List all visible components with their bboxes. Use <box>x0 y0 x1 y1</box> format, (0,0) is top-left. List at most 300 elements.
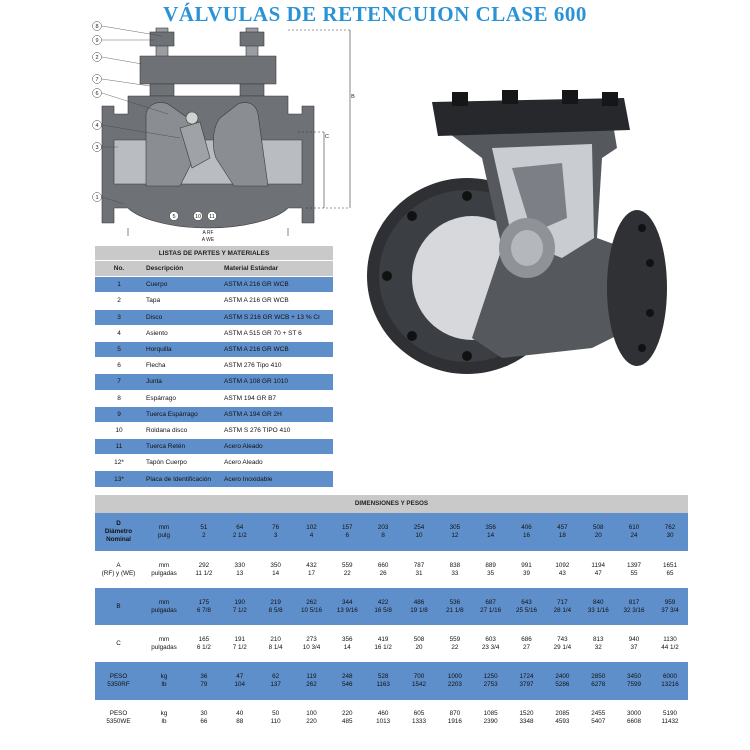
dims-cell-primary: 1397 <box>627 561 642 569</box>
dims-cell <box>544 662 580 700</box>
dims-cell-primary: 2085 <box>555 709 570 717</box>
dims-cell <box>580 551 616 588</box>
dims-cell-secondary: 6 1/2 <box>196 643 211 651</box>
dims-cell <box>294 625 330 662</box>
parts-table-caption: LISTAS DE PARTES Y MATERIALES <box>95 246 333 261</box>
part-description: Flecha <box>143 358 221 374</box>
callout-8: 8 <box>95 24 99 30</box>
dims-cell-primary: 762 <box>664 524 676 531</box>
dims-cell-secondary: 262 <box>306 681 317 688</box>
dims-cell <box>365 513 401 551</box>
dims-row-label <box>95 625 142 662</box>
dims-cell <box>329 700 365 735</box>
dims-cell <box>401 551 437 588</box>
dims-cell-secondary: 19 1/8 <box>410 606 428 614</box>
callout-2: 2 <box>95 55 99 61</box>
dims-cell <box>509 551 545 588</box>
dims-cell-secondary: 22 <box>343 569 351 577</box>
dims-cell-primary: 203 <box>377 524 389 531</box>
dims-cell-primary: 717 <box>557 598 568 606</box>
dims-cell-primary: 40 <box>236 709 244 717</box>
dims-cell-secondary: 10 5/16 <box>300 606 322 614</box>
dims-unit-line: mm <box>158 598 170 606</box>
dims-cell-secondary: 2 <box>202 532 206 539</box>
dims-cell-primary: 273 <box>306 635 317 643</box>
dims-cell-primary: 6000 <box>662 673 677 680</box>
dims-table-caption: DIMENSIONES Y PESOS <box>95 495 688 513</box>
dims-cell-secondary: 110 <box>270 717 281 725</box>
dims-label-line: A <box>116 561 121 569</box>
dims-cell <box>186 700 222 735</box>
dims-cell-secondary: 16 <box>523 532 531 539</box>
dims-cell-secondary: 13216 <box>661 681 679 688</box>
callout-10: 10 <box>194 214 202 220</box>
dims-cell <box>509 700 545 735</box>
dims-row-label <box>95 551 142 588</box>
dims-cell-primary: 30 <box>200 709 208 717</box>
dims-cell-secondary: 3348 <box>519 717 534 725</box>
dims-cell <box>616 700 652 735</box>
dims-cell-primary: 406 <box>521 524 532 531</box>
dims-cell-primary: 559 <box>449 635 461 643</box>
dims-cell <box>652 513 688 551</box>
part-material: ASTM A 108 GR 1010 <box>221 374 333 390</box>
dims-cell <box>580 700 616 735</box>
dims-cell <box>544 588 580 625</box>
dims-cell-secondary: 32 3/16 <box>623 606 645 614</box>
part-material: ASTM A 216 GR WCB <box>221 293 333 309</box>
dims-cell-primary: 165 <box>198 635 210 643</box>
callout-3: 3 <box>95 145 99 151</box>
dims-cell-primary: 700 <box>413 673 425 680</box>
dims-row-label <box>95 662 142 700</box>
dims-row <box>95 700 688 735</box>
dims-cell-secondary: 31 <box>415 569 423 577</box>
dims-cell-primary: 687 <box>485 598 496 606</box>
dims-cell-secondary: 29 1/4 <box>553 643 572 651</box>
dims-cell-secondary: 24 <box>630 532 638 539</box>
col-header-material: Material Estándar <box>221 261 333 277</box>
dims-label-line: B <box>116 602 121 610</box>
dims-unit-line: pulgadas <box>151 606 177 614</box>
part-number: 1 <box>95 277 143 293</box>
dims-cell <box>652 662 688 700</box>
dims-cell <box>580 513 616 551</box>
dims-unit-line: pulgadas <box>151 569 177 577</box>
dims-row-unit <box>142 588 186 625</box>
part-number: 4 <box>95 325 143 341</box>
dims-cell <box>222 513 258 551</box>
part-number: 12* <box>95 455 143 471</box>
part-number: 6 <box>95 358 143 374</box>
parts-row <box>95 358 333 374</box>
dims-cell-secondary: 137 <box>270 681 281 688</box>
dims-cell-secondary: 2 1/2 <box>232 532 247 539</box>
dims-row <box>95 662 688 700</box>
dims-cell-secondary: 10 <box>415 532 423 539</box>
dims-label-line: PESO <box>109 709 128 717</box>
dims-cell <box>437 700 473 735</box>
dims-cell-primary: 157 <box>342 524 353 531</box>
dims-cell-primary: 603 <box>485 635 496 643</box>
dims-cell-secondary: 22 <box>451 643 459 651</box>
dims-cell-primary: 432 <box>306 561 317 569</box>
dims-cell-secondary: 18 <box>558 532 566 539</box>
dims-label-line: D <box>116 520 121 527</box>
dims-cell-primary: 220 <box>342 709 353 717</box>
dims-cell-primary: 889 <box>485 561 496 569</box>
dims-unit-line: kg <box>160 673 168 680</box>
part-number: 8 <box>95 390 143 406</box>
part-number: 13* <box>95 471 143 487</box>
dims-cell <box>509 625 545 662</box>
dims-cell <box>186 662 222 700</box>
dims-cell-primary: 486 <box>413 598 425 606</box>
dims-cell-secondary: 17 <box>307 569 315 577</box>
parts-materials-table <box>95 246 333 488</box>
dims-cell-primary: 305 <box>449 524 461 531</box>
dims-row <box>95 551 688 588</box>
dims-cell-primary: 940 <box>628 635 640 643</box>
parts-row <box>95 439 333 455</box>
dims-cell-secondary: 3 <box>273 532 278 539</box>
callout-5: 5 <box>172 214 176 220</box>
dims-cell-primary: 1724 <box>519 673 534 680</box>
parts-row <box>95 293 333 309</box>
part-material: Acero Inoxidable <box>221 471 333 487</box>
dims-cell <box>437 513 473 551</box>
dims-cell-secondary: 65 <box>666 569 674 577</box>
dims-cell-secondary: 12 <box>451 532 459 539</box>
dims-cell-primary: 1194 <box>591 561 605 569</box>
dims-cell-secondary: 14 <box>487 532 495 539</box>
dims-cell-primary: 1092 <box>555 561 570 569</box>
dims-cell-secondary: 11432 <box>661 717 679 725</box>
dims-unit-line: pulgadas <box>151 643 177 651</box>
dims-row <box>95 588 688 625</box>
dims-cell-primary: 419 <box>377 635 389 643</box>
dims-cell <box>652 551 688 588</box>
dimensions-weights-table <box>95 495 688 735</box>
part-material: ASTM A 194 GR 2H <box>221 406 333 422</box>
valve-section-diagram <box>88 18 363 243</box>
dims-cell-primary: 102 <box>306 524 317 531</box>
dims-unit-line: mm <box>158 524 170 531</box>
part-number: 9 <box>95 406 143 422</box>
dims-row-unit <box>142 662 186 700</box>
dims-cell-primary: 3000 <box>627 709 642 717</box>
dims-cell <box>258 625 294 662</box>
dims-cell <box>616 551 652 588</box>
dims-row-unit <box>142 513 186 551</box>
dims-cell-primary: 292 <box>198 561 210 569</box>
dims-cell <box>473 551 509 588</box>
dims-cell <box>401 588 437 625</box>
part-description: Junta <box>143 374 221 390</box>
dims-row-label <box>95 513 142 551</box>
dims-cell-primary: 356 <box>485 524 496 531</box>
dims-cell <box>329 625 365 662</box>
dims-cell <box>365 588 401 625</box>
part-description: Tapa <box>143 293 221 309</box>
dims-cell-secondary: 4 <box>309 532 314 539</box>
dims-cell-primary: 838 <box>449 561 461 569</box>
callout-1: 1 <box>95 195 99 201</box>
dims-cell-primary: 350 <box>270 561 281 569</box>
dims-cell <box>329 662 365 700</box>
dims-cell <box>652 588 688 625</box>
dims-cell <box>222 700 258 735</box>
dims-cell <box>652 625 688 662</box>
part-material: ASTM A 216 GR WCB <box>221 341 333 357</box>
parts-row <box>95 471 333 487</box>
dims-cell-secondary: 6278 <box>591 681 606 688</box>
dims-cell-secondary: 33 <box>451 569 459 577</box>
callout-6: 6 <box>95 91 99 97</box>
dims-cell-primary: 5190 <box>662 709 677 717</box>
dims-cell <box>222 662 258 700</box>
parts-row <box>95 390 333 406</box>
dims-cell <box>652 700 688 735</box>
col-header-no: No. <box>95 261 143 277</box>
dims-cell <box>365 700 401 735</box>
dims-cell <box>580 588 616 625</box>
dims-cell-secondary: 1916 <box>447 717 462 725</box>
dims-cell-primary: 686 <box>521 635 532 643</box>
dims-cell-primary: 50 <box>272 709 280 717</box>
part-material: ASTM S 216 GR WCB + 13 % Cr <box>221 309 333 325</box>
dims-cell <box>186 625 222 662</box>
dims-cell-secondary: 13 <box>236 569 244 577</box>
dims-cell-primary: 508 <box>592 524 604 531</box>
dims-cell <box>473 662 509 700</box>
dims-cell <box>365 625 401 662</box>
dims-cell-primary: 813 <box>592 635 604 643</box>
dims-cell-secondary: 1163 <box>376 681 390 688</box>
dims-cell-primary: 64 <box>236 524 244 531</box>
dims-cell-primary: 1000 <box>447 673 462 680</box>
dims-cell <box>437 625 473 662</box>
callout-4: 4 <box>95 123 99 129</box>
dims-cell-primary: 460 <box>377 709 389 717</box>
dims-cell-secondary: 2753 <box>483 681 498 688</box>
dims-cell-primary: 330 <box>234 561 246 569</box>
dims-cell-primary: 605 <box>413 709 425 717</box>
dims-cell <box>401 662 437 700</box>
dims-label-line: 5350RF <box>107 681 130 688</box>
dims-cell <box>473 513 509 551</box>
dims-cell-primary: 2400 <box>555 673 570 680</box>
dims-cell-primary: 643 <box>521 598 532 606</box>
dims-cell-secondary: 27 <box>523 643 531 651</box>
dims-cell-primary: 119 <box>306 673 317 680</box>
part-material: ASTM A 515 GR 70 + ST 6 <box>221 325 333 341</box>
dims-cell <box>437 551 473 588</box>
part-material: Acero Aleado <box>221 439 333 455</box>
dims-cell-primary: 47 <box>236 673 244 680</box>
dim-note-rf: A RF <box>202 230 214 236</box>
dims-cell <box>616 625 652 662</box>
dims-cell-secondary: 5286 <box>555 681 570 688</box>
dims-cell-secondary: 1333 <box>411 717 426 725</box>
dims-cell <box>222 588 258 625</box>
parts-row <box>95 341 333 357</box>
dims-cell-primary: 610 <box>628 524 640 531</box>
dims-cell <box>294 513 330 551</box>
part-number: 7 <box>95 374 143 390</box>
dims-cell-primary: 356 <box>342 635 353 643</box>
dims-cell <box>258 513 294 551</box>
parts-row <box>95 325 333 341</box>
dims-cell-primary: 817 <box>628 598 640 606</box>
part-description: Roldana disco <box>143 422 221 438</box>
dims-row <box>95 513 688 551</box>
dims-cell <box>329 588 365 625</box>
dims-cell-primary: 100 <box>306 709 317 717</box>
dims-cell <box>222 551 258 588</box>
dims-label-line: Diámetro <box>104 528 133 535</box>
dims-cell-secondary: 3797 <box>519 681 534 688</box>
part-material: ASTM S 276 TIPO 410 <box>221 422 333 438</box>
parts-row <box>95 422 333 438</box>
dims-cell-primary: 175 <box>198 598 210 606</box>
page-title: VÁLVULAS DE RETENCUION CLASE 600 <box>163 2 587 26</box>
dims-cell-secondary: 8 5/8 <box>268 606 283 614</box>
dims-cell-primary: 1085 <box>483 709 498 717</box>
dims-cell <box>222 625 258 662</box>
part-number: 2 <box>95 293 143 309</box>
dims-cell-primary: 344 <box>342 598 353 606</box>
dims-cell <box>437 662 473 700</box>
callout-9: 9 <box>95 38 99 44</box>
dims-cell <box>401 625 437 662</box>
dims-unit-line: lb <box>161 717 167 725</box>
dims-cell-primary: 191 <box>234 635 246 643</box>
dims-unit-line: mm <box>158 561 170 569</box>
part-description: Disco <box>143 309 221 325</box>
parts-row <box>95 406 333 422</box>
dims-cell-primary: 76 <box>272 524 280 531</box>
dims-cell <box>473 625 509 662</box>
dims-cell-secondary: 485 <box>342 717 353 725</box>
dims-cell-secondary: 30 <box>666 532 674 539</box>
dims-cell-primary: 3450 <box>627 673 642 680</box>
part-material: ASTM 276 Tipo 410 <box>221 358 333 374</box>
dims-cell-secondary: 37 3/4 <box>661 606 679 614</box>
dims-cell-secondary: 6 7/8 <box>196 606 211 614</box>
dims-label-line: Nominal <box>106 536 131 543</box>
dims-cell-secondary: 33 1/16 <box>587 606 609 614</box>
dims-cell-primary: 1520 <box>519 709 534 717</box>
dims-cell-primary: 1250 <box>483 673 498 680</box>
dims-row <box>95 625 688 662</box>
dims-cell-primary: 787 <box>413 561 425 569</box>
callout-11: 11 <box>209 214 215 220</box>
dims-label-line: 5350WE <box>106 717 131 725</box>
part-material: Acero Aleado <box>221 455 333 471</box>
dims-cell <box>186 513 222 551</box>
dims-cell <box>186 551 222 588</box>
dims-cell-primary: 457 <box>557 524 568 531</box>
dims-cell-primary: 262 <box>306 598 317 606</box>
dims-cell-secondary: 79 <box>200 681 208 688</box>
dims-cell-secondary: 55 <box>630 569 638 577</box>
parts-row <box>95 277 333 293</box>
parts-row <box>95 374 333 390</box>
dims-cell-secondary: 39 <box>523 569 531 577</box>
dims-cell-primary: 254 <box>413 524 425 531</box>
dims-cell <box>365 551 401 588</box>
parts-row <box>95 309 333 325</box>
dims-cell-secondary: 25 5/16 <box>516 606 538 614</box>
part-description: Cuerpo <box>143 277 221 293</box>
dims-cell-secondary: 7 1/2 <box>232 606 247 614</box>
dims-cell-primary: 743 <box>557 635 568 643</box>
dims-cell-primary: 660 <box>377 561 389 569</box>
dims-cell-primary: 959 <box>664 598 676 606</box>
part-material: ASTM 194 GR B7 <box>221 390 333 406</box>
part-description: Horquilla <box>143 341 221 357</box>
dims-cell-primary: 528 <box>377 673 389 680</box>
dims-cell-primary: 62 <box>272 673 280 680</box>
dims-cell-secondary: 7 1/2 <box>232 643 247 651</box>
dims-unit-line: pulg <box>158 532 170 539</box>
dims-cell-secondary: 32 <box>594 643 602 651</box>
part-description: Asiento <box>143 325 221 341</box>
dims-unit-line: mm <box>158 635 170 643</box>
dims-cell <box>258 551 294 588</box>
part-material: ASTM A 216 GR WCB <box>221 277 333 293</box>
part-description: Espárrago <box>143 390 221 406</box>
dims-cell-secondary: 546 <box>342 681 353 688</box>
part-number: 3 <box>95 309 143 325</box>
dims-cell <box>473 700 509 735</box>
dims-cell-primary: 190 <box>234 598 246 606</box>
dims-unit-line: lb <box>161 681 167 688</box>
dims-cell <box>401 513 437 551</box>
parts-row <box>95 455 333 471</box>
part-number: 10 <box>95 422 143 438</box>
dims-label-line: (RF) y (WE) <box>101 569 136 577</box>
dims-cell-primary: 2455 <box>591 709 606 717</box>
dims-cell-primary: 1651 <box>662 561 677 569</box>
dims-cell <box>329 513 365 551</box>
dims-cell-primary: 422 <box>377 598 389 606</box>
dim-label-b: B <box>351 94 355 100</box>
dims-cell <box>258 662 294 700</box>
dims-cell <box>509 662 545 700</box>
dims-cell-secondary: 104 <box>234 681 246 688</box>
part-number: 11 <box>95 439 143 455</box>
dims-cell-secondary: 8 1/4 <box>268 643 283 651</box>
dims-cell-secondary: 6608 <box>627 717 642 725</box>
dims-cell <box>473 588 509 625</box>
dims-row-label <box>95 588 142 625</box>
dims-cell-secondary: 66 <box>200 717 208 725</box>
dims-cell-secondary: 20 <box>594 532 602 539</box>
dims-cell-secondary: 21 1/8 <box>446 606 464 614</box>
dims-cell-primary: 210 <box>270 635 281 643</box>
dims-cell <box>544 513 580 551</box>
dims-cell <box>294 662 330 700</box>
dims-cell-primary: 36 <box>200 673 208 680</box>
dims-unit-line: kg <box>160 709 168 717</box>
dims-cell-secondary: 14 <box>272 569 280 577</box>
dims-cell-primary: 508 <box>413 635 425 643</box>
dims-cell-secondary: 2390 <box>483 717 498 725</box>
dims-cell-secondary: 23 3/4 <box>481 643 500 651</box>
dims-cell <box>544 625 580 662</box>
